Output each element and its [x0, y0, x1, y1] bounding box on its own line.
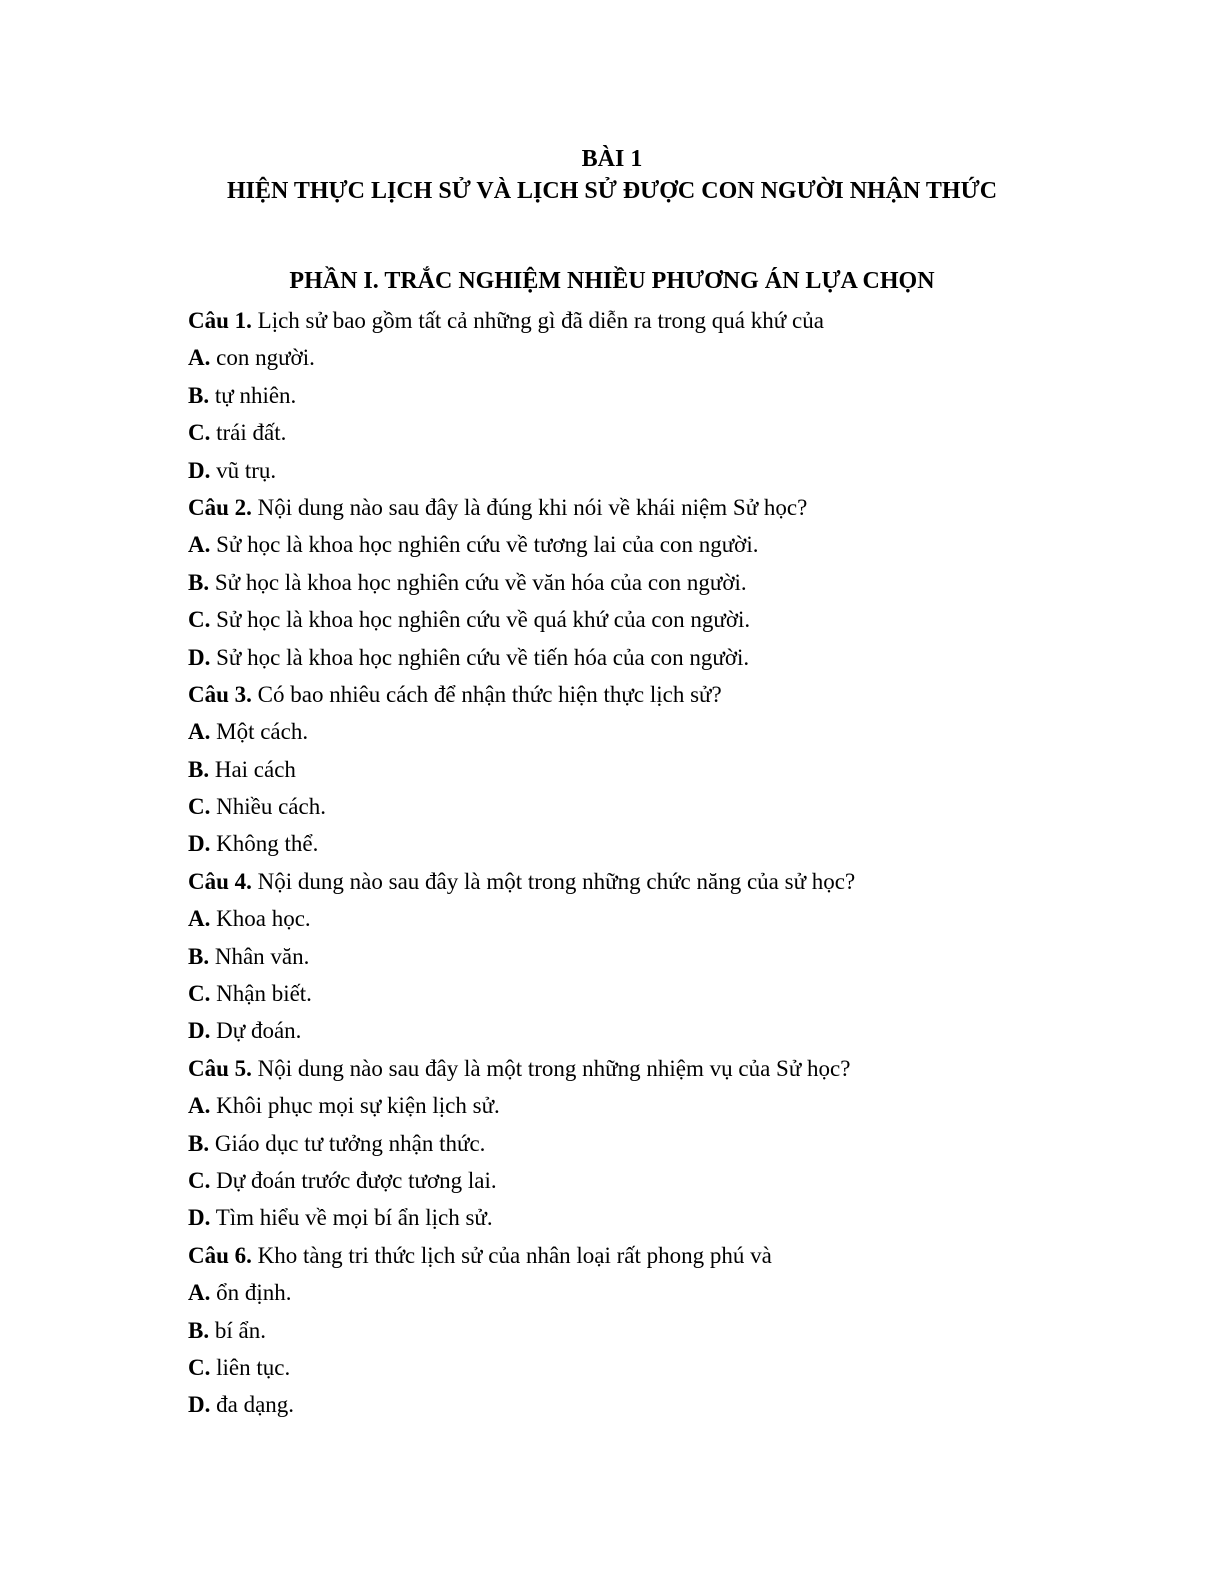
option-key: D. — [188, 1018, 211, 1044]
option-key: C. — [188, 981, 211, 1007]
option-a — [188, 339, 1148, 376]
option-key: C. — [188, 420, 211, 446]
option-text: vũ trụ. — [210, 457, 277, 483]
option-text: Dự đoán trước được tương lai. — [210, 1167, 497, 1193]
option-text: Nhiều cách. — [210, 794, 326, 820]
option-key: D. — [188, 1392, 211, 1418]
option-key: B. — [188, 1317, 210, 1343]
option-key: A. — [188, 345, 211, 371]
lesson-title: HIỆN THỰC LỊCH SỬ VÀ LỊCH SỬ ĐƯỢC CON NGƯỜI NHẬN THỨC — [226, 178, 998, 204]
option-text: Một cách. — [210, 719, 309, 745]
option-c — [188, 414, 1148, 451]
question-label: Câu 1. — [188, 308, 252, 333]
question-text: Lịch sử bao gồm tất cả những gì đã diễn ra trong quá khứ của — [251, 308, 824, 333]
option-c — [188, 601, 1148, 638]
option-text: Dự đoán. — [210, 1018, 302, 1044]
option-key: B. — [188, 1130, 210, 1156]
option-b — [188, 377, 1148, 414]
question-5 — [188, 1050, 1148, 1087]
question-2 — [188, 489, 1148, 526]
option-key: A. — [188, 1093, 211, 1119]
option-a — [188, 1087, 1148, 1124]
option-a — [188, 900, 1148, 937]
option-key: A. — [188, 906, 211, 932]
option-a — [188, 1274, 1148, 1311]
option-text: Sử học là khoa học nghiên cứu về văn hóa của con người. — [209, 569, 747, 595]
option-c — [188, 788, 1148, 825]
option-key: D. — [188, 1205, 211, 1231]
option-key: D. — [188, 644, 211, 670]
question-text: Nội dung nào sau đây là đúng khi nói về khái niệm Sử học? — [251, 494, 808, 520]
option-key: B. — [188, 382, 210, 408]
option-text: con người. — [210, 345, 315, 371]
question-label: Câu 5. — [188, 1055, 252, 1081]
option-c — [188, 975, 1148, 1012]
question-text: Có bao nhiêu cách để nhận thức hiện thực lịch sử? — [251, 681, 722, 707]
question-3 — [188, 676, 1148, 713]
option-b — [188, 1312, 1148, 1349]
question-label: Câu 3. — [188, 681, 252, 707]
option-d — [188, 1386, 1148, 1423]
option-b — [188, 564, 1148, 601]
option-key: B. — [188, 756, 210, 782]
option-key: C. — [188, 1354, 211, 1380]
option-text: đa dạng. — [210, 1392, 295, 1418]
option-a — [188, 526, 1148, 563]
option-text: Nhận biết. — [210, 981, 312, 1007]
question-label: Câu 6. — [188, 1242, 252, 1268]
option-text: bí ẩn. — [209, 1317, 266, 1343]
option-text: Hai cách — [209, 756, 296, 782]
option-text: Tìm hiểu về mọi bí ẩn lịch sử. — [210, 1205, 493, 1231]
option-c — [188, 1349, 1148, 1386]
option-text: Sử học là khoa học nghiên cứu về quá khứ của con người. — [210, 607, 751, 633]
option-key: D. — [188, 457, 211, 483]
option-d — [188, 1012, 1148, 1049]
option-a — [188, 713, 1148, 750]
option-key: A. — [188, 532, 211, 558]
option-c — [188, 1162, 1148, 1199]
option-key: A. — [188, 719, 211, 745]
option-key: D. — [188, 831, 211, 857]
option-key: C. — [188, 1167, 211, 1193]
option-key: C. — [188, 607, 211, 633]
option-b — [188, 751, 1148, 788]
option-text: ổn định. — [210, 1280, 292, 1306]
option-d — [188, 452, 1148, 489]
option-key: B. — [188, 943, 210, 969]
option-b — [188, 1125, 1148, 1162]
question-4 — [188, 863, 1148, 900]
question-6 — [188, 1237, 1148, 1274]
question-text: Nội dung nào sau đây là một trong những chức năng của sử học? — [251, 868, 856, 894]
question-list — [188, 302, 1148, 1424]
option-text: Khôi phục mọi sự kiện lịch sử. — [210, 1093, 500, 1119]
option-text: tự nhiên. — [209, 382, 297, 408]
lesson-header — [0, 143, 1224, 207]
lesson-number: BÀI 1 — [581, 146, 643, 172]
question-text: Kho tàng tri thức lịch sử của nhân loại rất phong phú và — [251, 1242, 772, 1268]
question-1 — [188, 302, 1148, 339]
option-text: Giáo dục tư tưởng nhận thức. — [209, 1130, 486, 1156]
option-text: Nhân văn. — [209, 943, 310, 969]
question-label: Câu 2. — [188, 494, 252, 520]
option-key: B. — [188, 569, 210, 595]
option-text: Khoa học. — [210, 906, 311, 932]
section-title: PHẦN I. TRẮC NGHIỆM NHIỀU PHƯƠNG ÁN LỰA CHỌN — [289, 268, 935, 294]
option-key: A. — [188, 1280, 211, 1306]
option-text: liên tục. — [210, 1354, 291, 1380]
question-text: Nội dung nào sau đây là một trong những nhiệm vụ của Sử học? — [251, 1055, 851, 1081]
option-d — [188, 1199, 1148, 1236]
option-text: Sử học là khoa học nghiên cứu về tương lai của con người. — [210, 532, 759, 558]
option-key: C. — [188, 794, 211, 820]
option-text: Không thể. — [210, 831, 319, 857]
option-text: Sử học là khoa học nghiên cứu về tiến hóa của con người. — [210, 644, 750, 670]
question-label: Câu 4. — [188, 868, 252, 894]
option-d — [188, 825, 1148, 862]
option-text: trái đất. — [210, 420, 287, 446]
option-d — [188, 639, 1148, 676]
option-b — [188, 938, 1148, 975]
